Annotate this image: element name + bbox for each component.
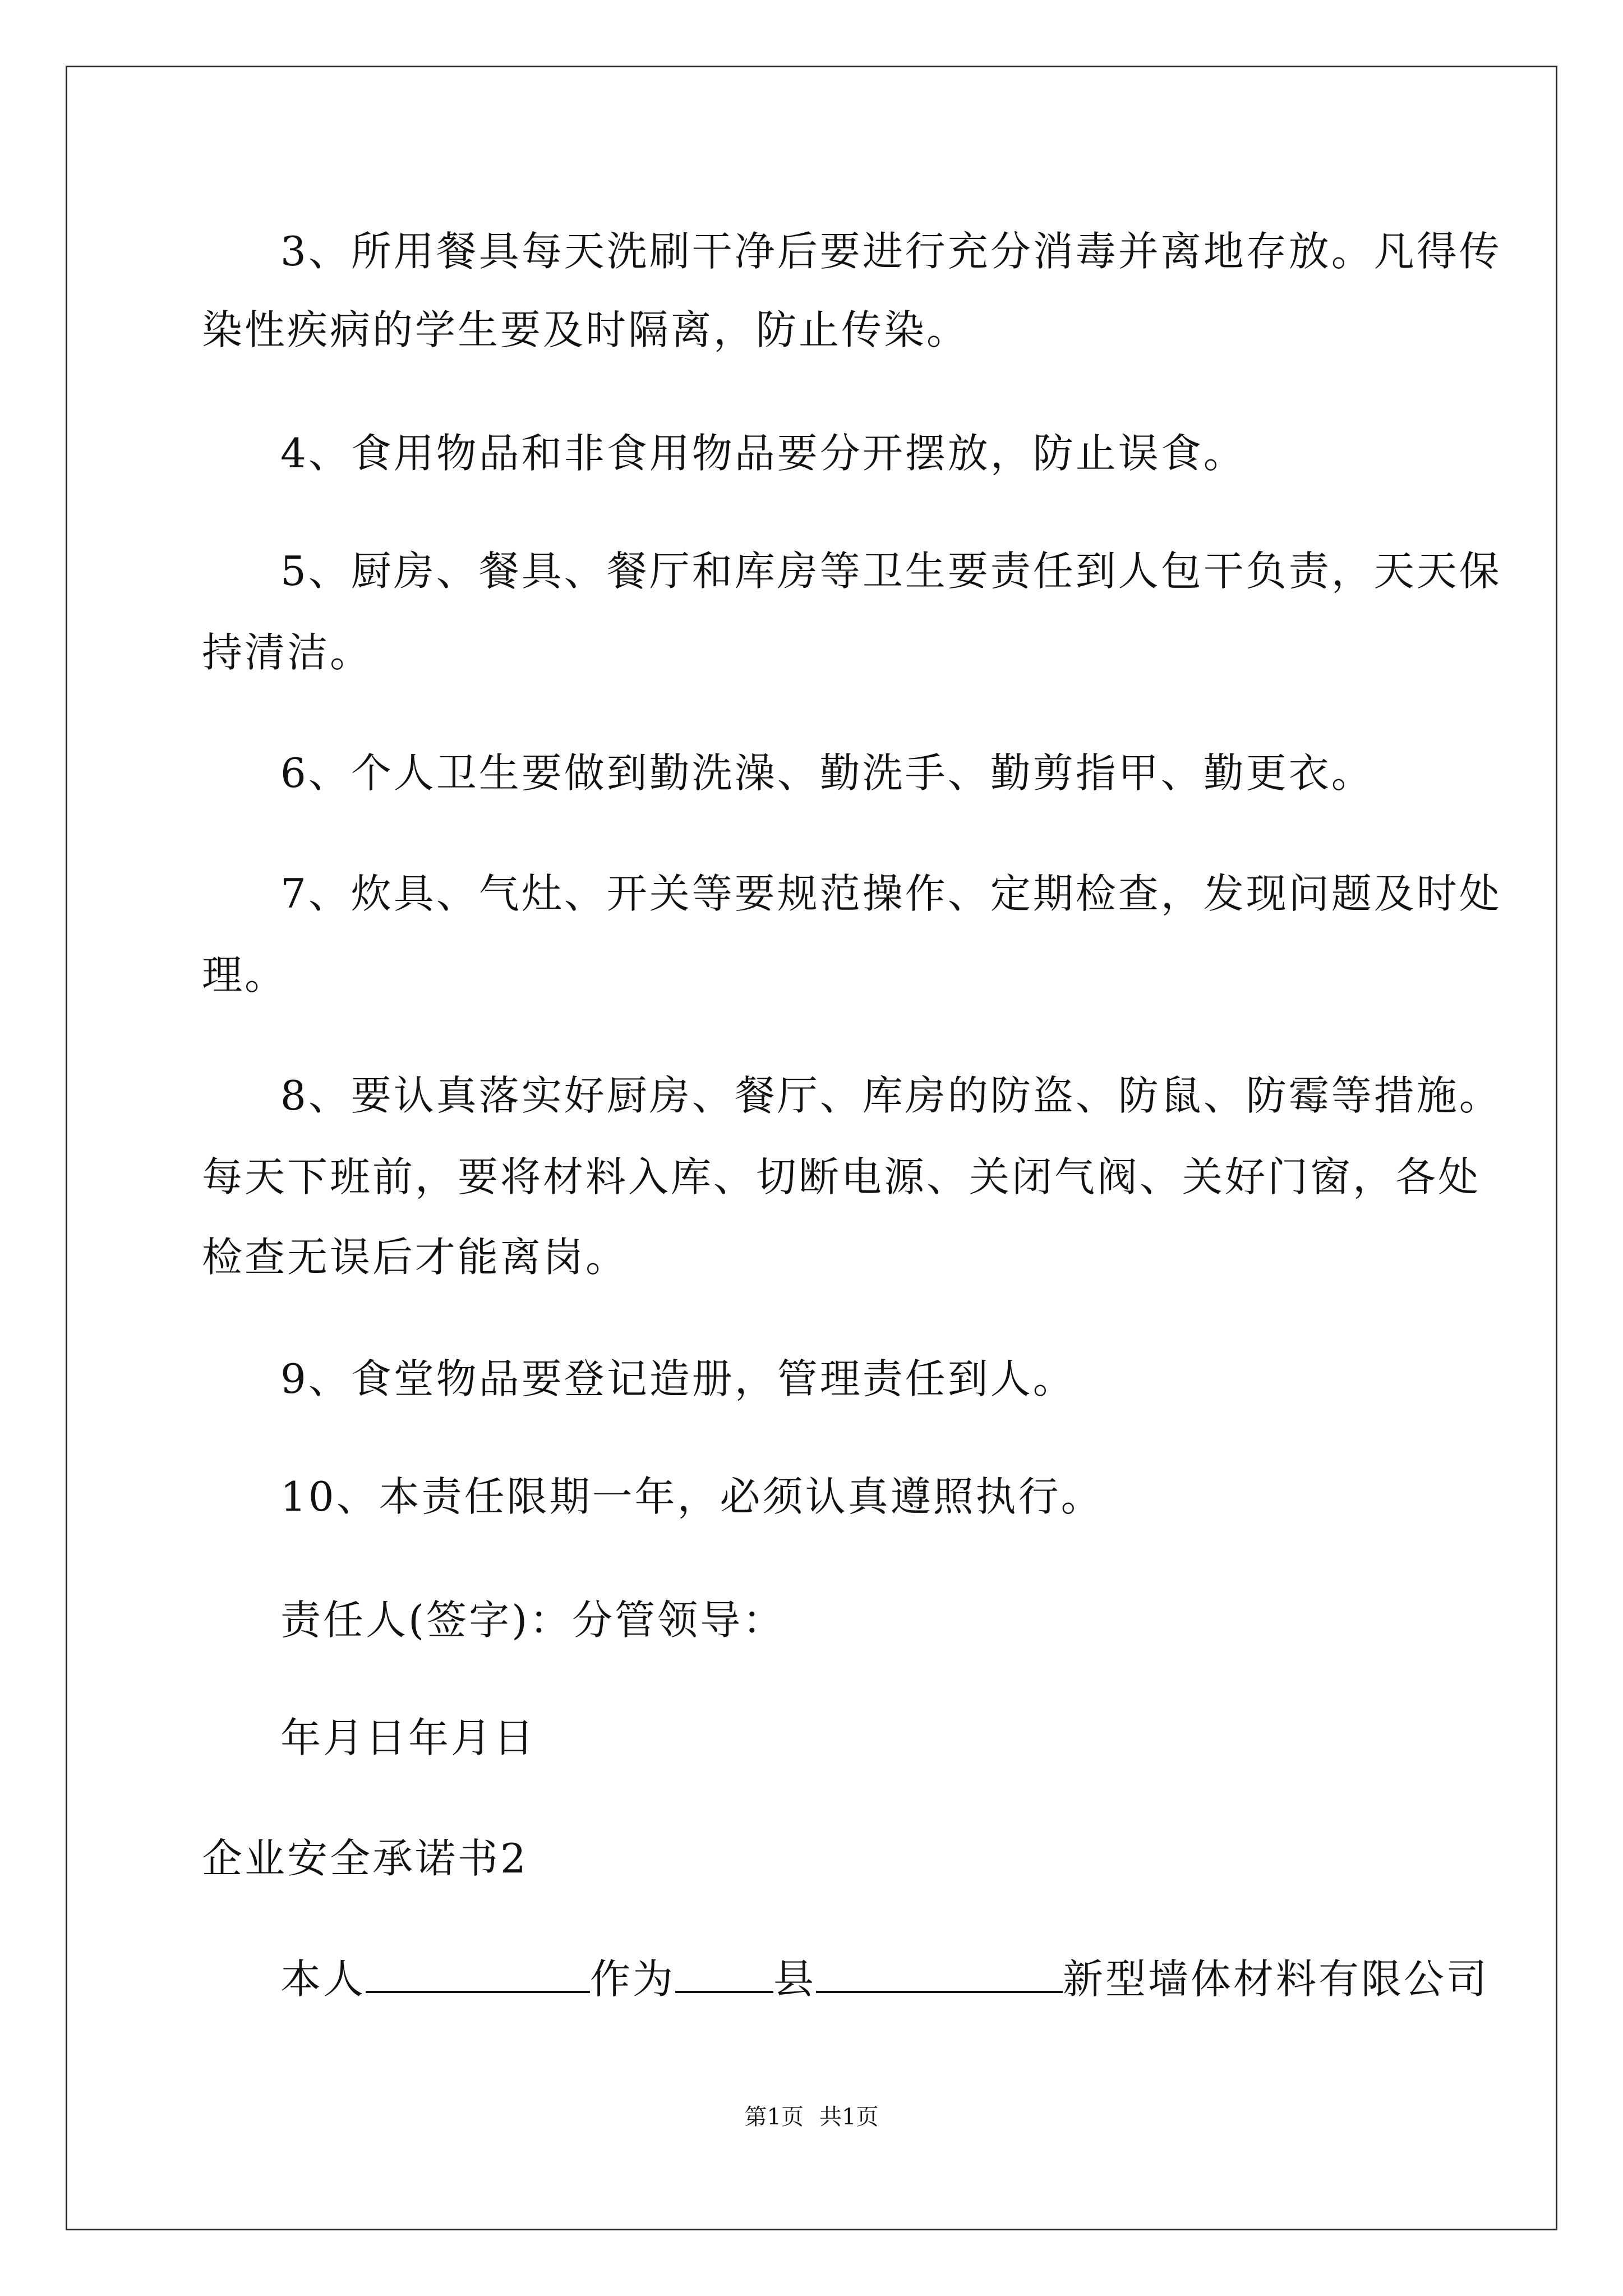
paragraph-line: 理。 <box>202 951 288 999</box>
fill-in-text: 县 <box>773 1955 817 2003</box>
page-number: 第1页 <box>744 2104 804 2130</box>
date-line: 年月日年月日 <box>280 1714 537 1761</box>
paragraph-line: 9、食堂物品要登记造册，管理责任到人。 <box>280 1355 1076 1402</box>
page-border <box>66 66 1557 2230</box>
paragraph-line: 持清洁。 <box>202 629 373 676</box>
name-blank <box>366 1955 590 1993</box>
paragraph-line: 每天下班前，要将材料入库、切断电源、关闭气阀、关好门窗，各处 <box>202 1153 1481 1200</box>
paragraph-line: 5、厨房、餐具、餐厅和库房等卫生要责任到人包干负责，天天保 <box>280 547 1502 595</box>
paragraph-line: 检查无误后才能离岗。 <box>202 1234 629 1281</box>
fill-in-text: 新型墙体材料有限公司 <box>1063 1955 1490 2003</box>
paragraph-line: 染性疾病的学生要及时隔离，防止传染。 <box>202 306 970 353</box>
page-footer <box>0 2101 1623 2133</box>
paragraph-line: 4、食用物品和非食用物品要分开摆放，防止误食。 <box>280 430 1246 477</box>
county-blank <box>675 1955 773 1993</box>
paragraph-line: 6、个人卫生要做到勤洗澡、勤洗手、勤剪指甲、勤更衣。 <box>280 749 1374 797</box>
paragraph-line: 10、本责任限期一年，必须认真遵照执行。 <box>280 1473 1104 1520</box>
paragraph-line: 7、炊具、气灶、开关等要规范操作、定期检查，发现问题及时处 <box>280 870 1502 917</box>
fill-in-text: 本人 <box>280 1955 366 2003</box>
signature-line: 责任人(签字)：分管领导： <box>280 1596 786 1644</box>
section-heading: 企业安全承诺书2 <box>202 1835 528 1882</box>
fill-in-line <box>280 1952 1489 2006</box>
paragraph-line: 3、所用餐具每天洗刷干净后要进行充分消毒并离地存放。凡得传 <box>280 228 1502 275</box>
fill-in-text: 作为 <box>590 1955 676 2003</box>
page-total: 共1页 <box>819 2104 879 2130</box>
company-blank <box>816 1955 1063 1993</box>
paragraph-line: 8、要认真落实好厨房、餐厅、库房的防盗、防鼠、防霉等措施。 <box>280 1072 1502 1119</box>
